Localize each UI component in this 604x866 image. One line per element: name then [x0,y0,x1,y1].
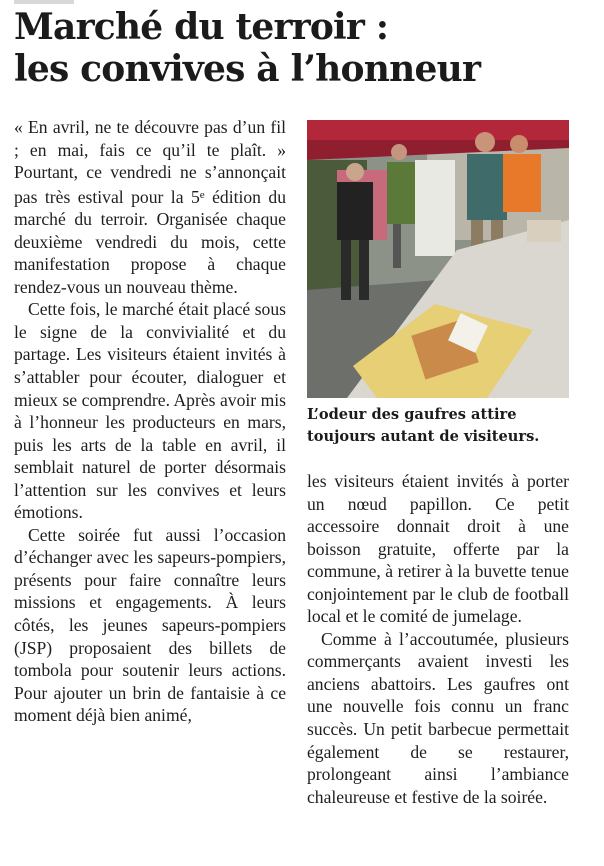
paragraph-2: Cette fois, le marché était placé sous le signe de la convivialité et du partage. Les visiteurs étaient invités à s’attabler pour écouter, dialoguer et mieux se comprendre. Après avoir mis à l’honneur les producteurs en mars, puis les arts de la table en avril, il semblait naturel de porter désormais l’attention sur les convives et leurs émotions. [14,299,286,523]
superscript-e: e [199,188,205,201]
paragraph-3: Cette soirée fut aussi l’occasion d’échanger avec les sapeurs-pompiers, présents pour faire connaître leurs missions et engagements. À leurs côtés, les jeunes sapeurs-pompiers (JSP) proposaient des billets de tombola pour soutenir leurs actions. Pour ajouter un brin de fantaisie à ce moment déjà bien animé, [14,524,286,726]
top-rule [14,0,74,4]
photo-illustration [307,120,569,398]
photo-caption [307,404,577,448]
headline-line-1: Marché du terroir : [14,6,389,48]
market-stand-photo [307,120,569,398]
article-column-right [307,470,569,808]
paragraph-4: les visiteurs étaient invités à porter un nœud papillon. Ce petit accessoire donnait droit à une boisson gratuite, offerte par la commune, à retirer à la buvette tenue conjointement par le club de football local et le comité de jumelage. [307,471,569,627]
caption-line-1: L’odeur des gaufres attire [307,406,517,423]
caption-line-2: toujours autant de visiteurs. [307,428,540,445]
headline-line-2: les convives à l’honneur [14,48,481,90]
headline [14,6,594,90]
paragraph-5: Comme à l’accoutumée, plusieurs commerçants avaient investi les anciens abattoirs. Les gaufres ont une nouvelle fois connu un franc succès. Un petit barbecue permettait également de se restaurer, prolongeant ainsi l’ambiance chaleureuse et festive de la soirée. [307,628,569,807]
article-column-left [14,116,286,727]
paragraph-1: « En avril, ne te découvre pas d’un fil ; en mai, fais ce qu’il te plaît. » Pourtant, ce vendredi ne s’annonçait pas très estival pour la 5e édition du marché du terroir. Organisée chaque deuxième vendredi du mois, cette manifestation propose à chaque rendez-vous un nouveau thème. [14,117,286,297]
